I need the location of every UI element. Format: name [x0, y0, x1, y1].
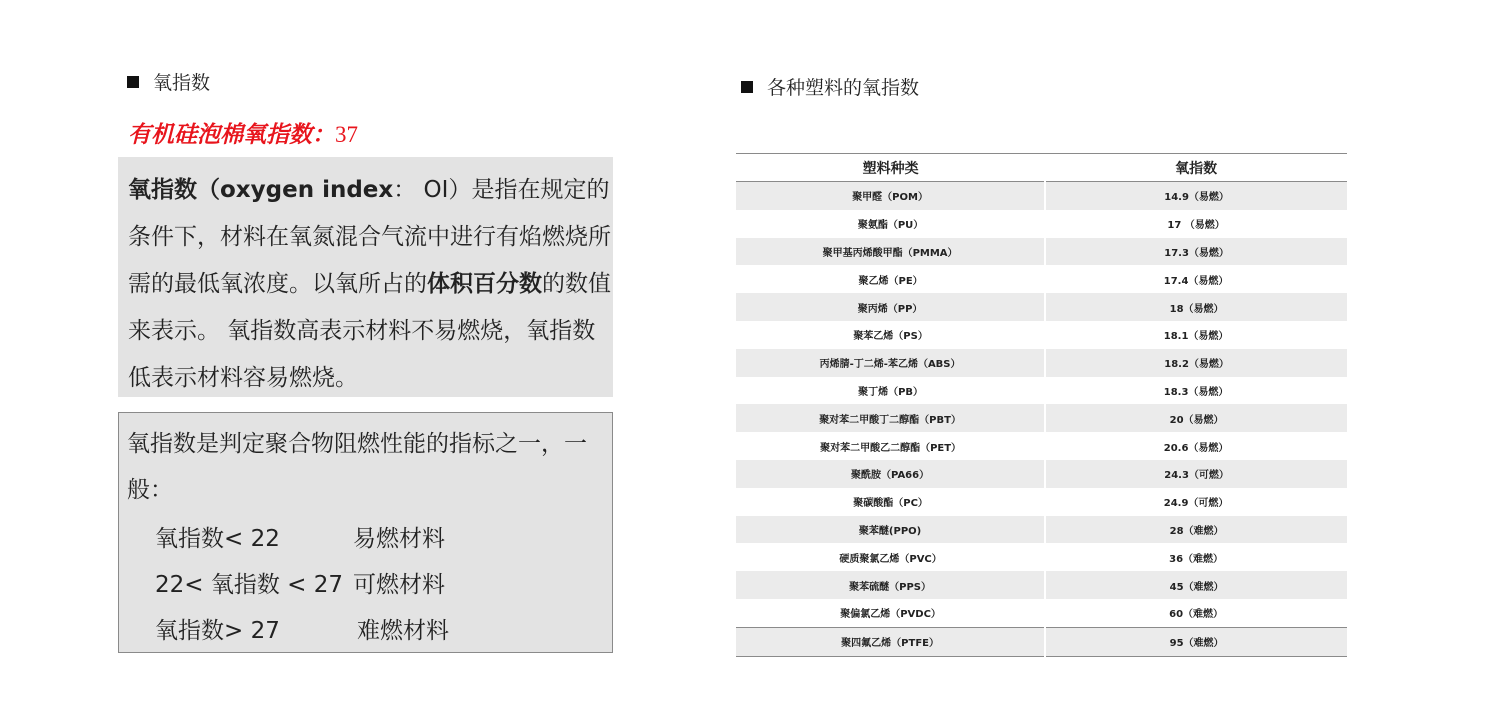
table-header-row	[736, 154, 1347, 182]
table-row	[736, 543, 1347, 571]
definition-body: 是指在规定的条件下，材料在氧氮混合气流中进行有焰燃烧所需的最低氧浓度。以氧所占的	[128, 177, 611, 297]
oxygen-index-cell: 45（难燃）	[1045, 571, 1347, 599]
table-row	[736, 516, 1347, 544]
plastics-oxygen-index-table	[736, 153, 1347, 657]
oxygen-index-cell: 18（易燃）	[1045, 293, 1347, 321]
plastic-name-cell: 聚苯醚(PPO)	[736, 516, 1045, 544]
table-body	[736, 182, 1347, 657]
table-row	[736, 599, 1347, 627]
oxygen-index-cell: 28（难燃）	[1045, 516, 1347, 544]
plastic-name-cell: 聚丙烯（PP）	[736, 293, 1045, 321]
foam-oxygen-index-line	[128, 116, 358, 149]
plastic-name-cell: 聚四氟乙烯（PTFE）	[736, 627, 1045, 656]
oxygen-index-cell: 17 （易燃）	[1167, 220, 1225, 232]
table-row	[736, 321, 1347, 349]
plastic-name-cell: 丙烯腈-丁二烯-苯乙烯（ABS）	[736, 349, 1045, 377]
criteria-box	[118, 412, 613, 653]
table-row	[736, 432, 1347, 460]
square-bullet-icon	[127, 76, 139, 88]
oxygen-index-cell: 20.6（易燃）	[1163, 442, 1229, 454]
oxygen-index-cell: 20（易燃）	[1045, 404, 1347, 432]
plastic-name-cell: 聚氨酯（PU）	[857, 220, 924, 232]
section-title-oxygen-index	[127, 68, 210, 95]
plastic-name-cell: 聚对苯二甲酸乙二醇酯（PET）	[820, 442, 962, 454]
plastic-name-cell: 聚甲醛（POM）	[736, 182, 1045, 210]
plastic-name-cell: 聚乙烯（PE）	[858, 275, 923, 287]
table-row	[736, 182, 1347, 210]
criteria-label: 可燃材料	[353, 571, 445, 598]
criteria-condition: 氧指数< 22	[155, 525, 280, 552]
section-title-text: 氧指数	[153, 72, 211, 94]
table-row	[736, 627, 1347, 656]
definition-box	[118, 157, 613, 397]
plastic-name-cell: 聚丁烯（PB）	[858, 386, 924, 398]
definition-abbr: ： OI）	[393, 177, 472, 203]
oxygen-index-cell: 18.1（易燃）	[1163, 331, 1229, 343]
oxygen-index-cell: 17.3（易燃）	[1045, 238, 1347, 266]
criteria-row	[127, 605, 612, 651]
oxygen-index-cell: 24.9（可燃）	[1163, 498, 1229, 510]
table-row	[736, 571, 1347, 599]
oxygen-index-cell: 36（难燃）	[1169, 553, 1224, 565]
column-header-plastic-type: 塑料种类	[736, 154, 1045, 182]
section-title-text: 各种塑料的氧指数	[767, 77, 920, 99]
square-bullet-icon	[741, 81, 753, 93]
foam-label: 有机硅泡棉氧指数：	[128, 122, 335, 147]
table-row	[736, 349, 1347, 377]
table-row	[736, 265, 1347, 293]
criteria-list	[127, 513, 612, 651]
definition-term: 氧指数（oxygen index	[128, 177, 394, 203]
criteria-label: 易燃材料	[353, 525, 445, 552]
table-row	[736, 293, 1347, 321]
oxygen-index-cell: 95（难燃）	[1045, 627, 1347, 656]
criteria-condition: 22< 氧指数 < 27	[155, 571, 344, 598]
criteria-row	[127, 513, 612, 559]
section-title-plastics	[741, 73, 919, 100]
oxygen-index-cell: 14.9（易燃）	[1045, 182, 1347, 210]
foam-value: 37	[335, 122, 358, 147]
definition-tail: 的数值来表示。 氧指数高表示材料不易燃烧，氧指数低表示材料容易燃烧。	[128, 271, 611, 391]
plastic-name-cell: 聚碳酸酯（PC）	[853, 498, 928, 510]
plastic-name-cell: 聚酰胺（PA66）	[736, 460, 1045, 488]
plastic-name-cell: 聚甲基丙烯酸甲酯（PMMA）	[736, 238, 1045, 266]
oxygen-index-cell: 24.3（可燃）	[1045, 460, 1347, 488]
plastic-name-cell: 硬质聚氯乙烯（PVC）	[839, 553, 942, 565]
criteria-intro: 氧指数是判定聚合物阻燃性能的指标之一，一般：	[127, 431, 587, 503]
criteria-condition: 氧指数> 27	[155, 617, 280, 644]
plastic-name-cell: 聚苯硫醚（PPS）	[736, 571, 1045, 599]
table-row	[736, 238, 1347, 266]
oxygen-index-cell: 60（难燃）	[1169, 609, 1224, 621]
oxygen-index-cell: 18.2（易燃）	[1045, 349, 1347, 377]
definition-emphasis: 体积百分数	[427, 271, 542, 297]
plastic-name-cell: 聚偏氯乙烯（PVDC）	[840, 609, 941, 621]
table-row	[736, 377, 1347, 405]
column-header-oxygen-index: 氧指数	[1045, 154, 1347, 182]
oxygen-index-cell: 18.3（易燃）	[1163, 386, 1229, 398]
plastic-name-cell: 聚对苯二甲酸丁二醇酯（PBT）	[736, 404, 1045, 432]
plastic-name-cell: 聚苯乙烯（PS）	[853, 331, 928, 343]
criteria-label: 难燃材料	[357, 617, 449, 644]
table-row	[736, 460, 1347, 488]
table-row	[736, 210, 1347, 238]
table-row	[736, 488, 1347, 516]
oxygen-index-cell: 17.4（易燃）	[1163, 275, 1229, 287]
criteria-row	[127, 559, 612, 605]
table-row	[736, 404, 1347, 432]
